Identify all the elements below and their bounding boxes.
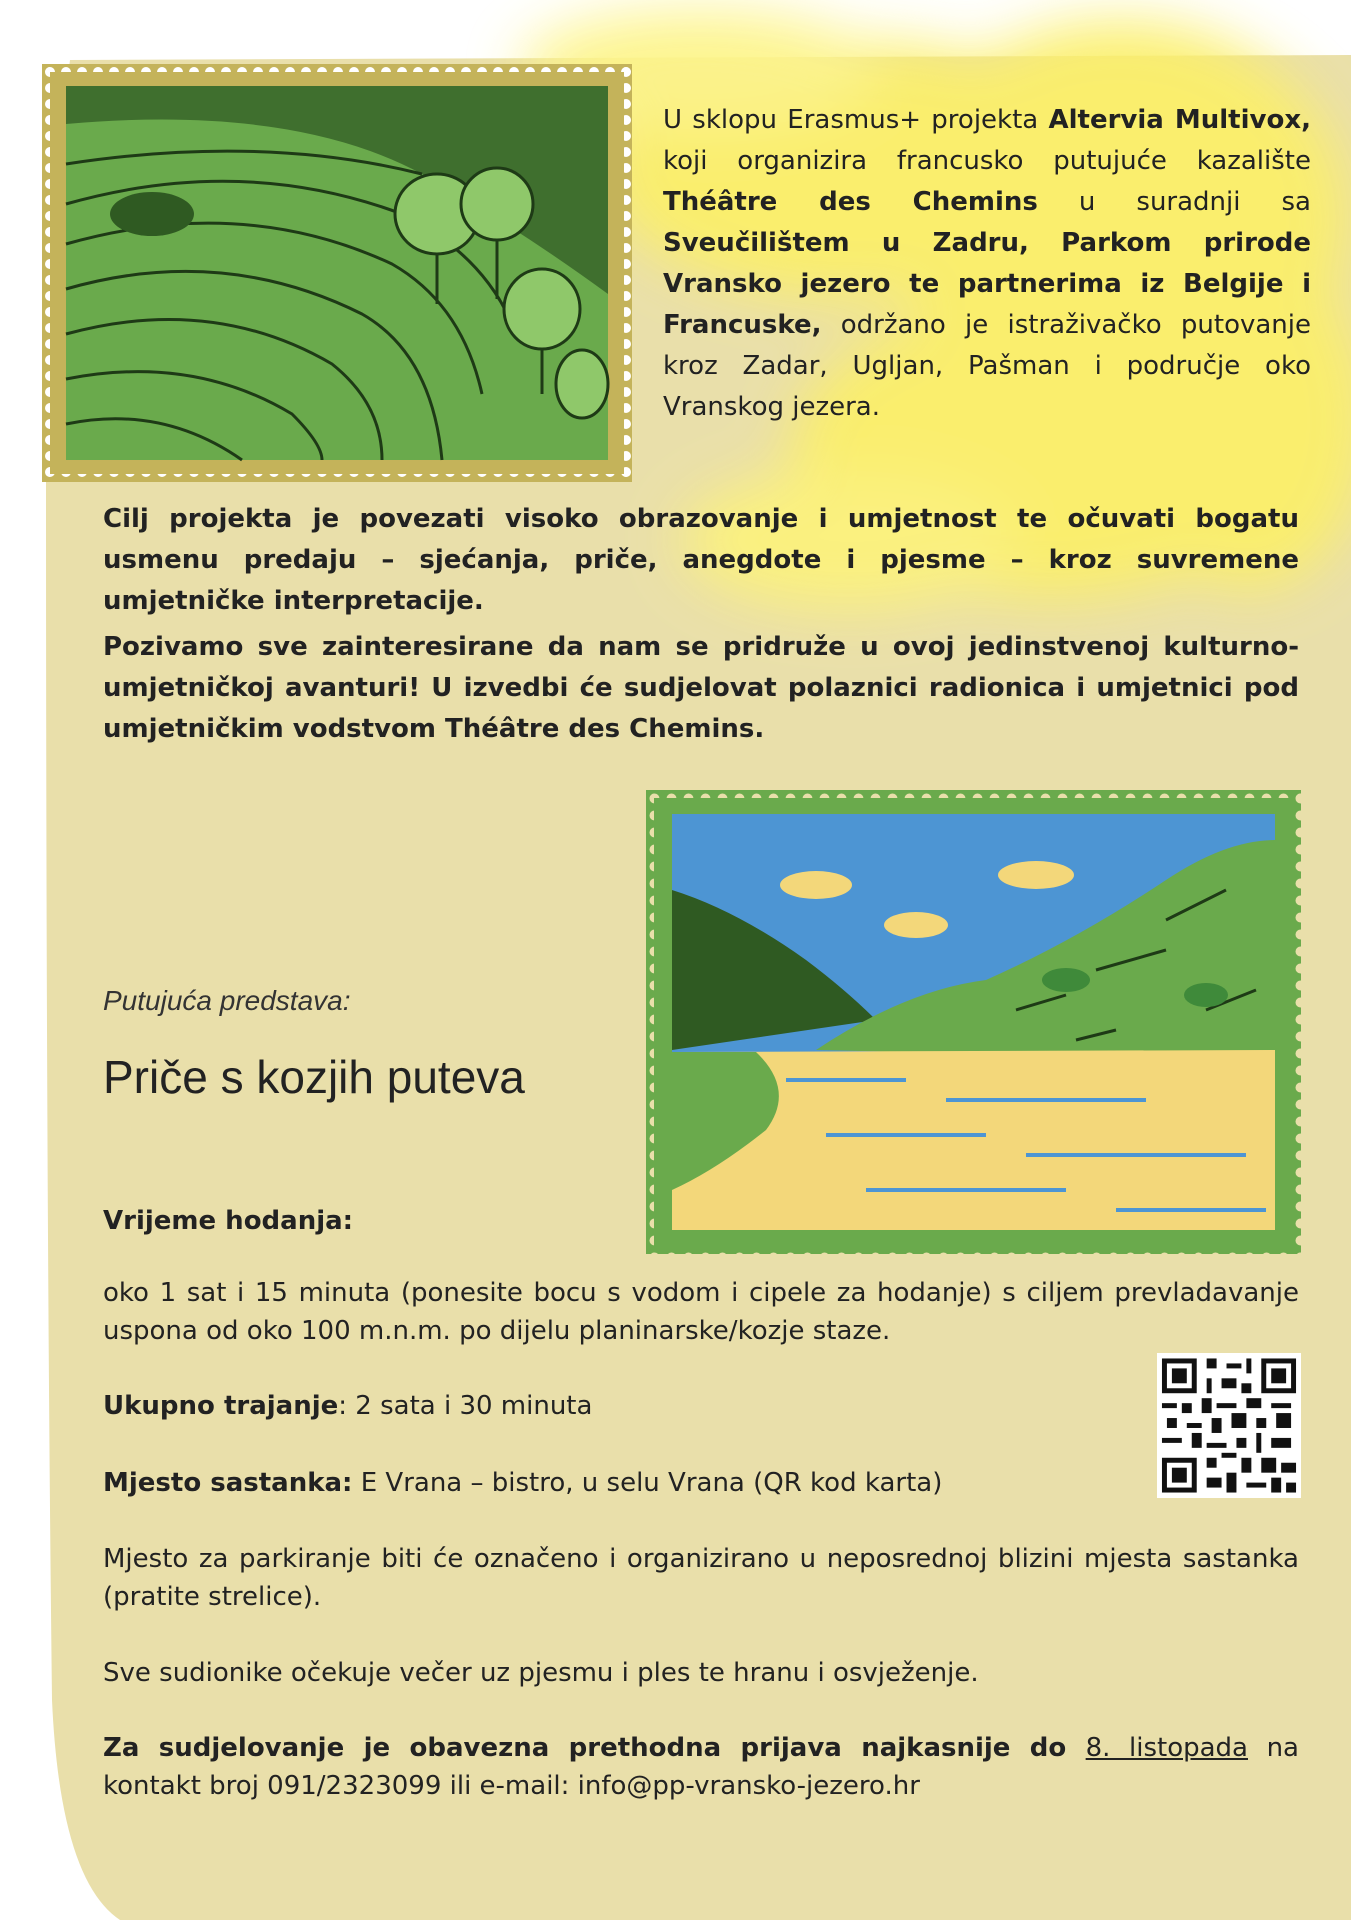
registration-date: 8. listopada [1085, 1733, 1248, 1763]
registration-bold: Za sudjelovanje je obavezna prethodna prijava najkasnije do [103, 1733, 1086, 1763]
walk-text: oko 1 sat i 15 minuta (ponesite bocu s vodom i cipele za hodanje) s ciljem prevladavanje uspona od oko 100 m.n.m. po dijelu planinarske/kozje staze. [103, 1278, 1299, 1346]
partners: Sveučilištem u Zadru, Parkom prirode Vransko jezero te partnerima iz Belgije i Francuske, [663, 228, 1311, 340]
parking-text: Mjesto za parkiranje biti će označeno i organizirano u neposrednoj blizini mjesta sastanka (pratite strelice). [103, 1544, 1299, 1612]
terraced-hills-stamp-icon [42, 64, 632, 482]
intro-text: održano je istraživačko putovanje kroz Zadar, Ugljan, Pašman i područje oko Vranskog jezera. [663, 310, 1311, 422]
walk-heading [103, 1202, 1299, 1240]
registration-contact: na kontakt broj 091/2323099 ili e-mail: info@pp-vransko-jezero.hr [103, 1733, 1299, 1801]
duration-heading: Ukupno trajanje [103, 1391, 339, 1421]
duration-text: : 2 sata i 30 minuta [338, 1391, 593, 1421]
meeting-text: E Vrana – bistro, u selu Vrana (QR kod karta) [352, 1468, 943, 1498]
intro-paragraph [663, 100, 1311, 428]
intro-text: u suradnji sa [1037, 187, 1311, 217]
meeting-line [103, 1464, 1299, 1502]
duration-line [103, 1387, 1299, 1425]
evening-text: Sve sudionike očekuje večer uz pjesmu i ples te hranu i osvježenje. [103, 1658, 979, 1688]
qr-code-icon[interactable] [1157, 1353, 1301, 1498]
show-label: Putujuća predstava: [103, 985, 351, 1016]
invite-paragraph: Pozivamo sve zainteresirane da nam se pridruže u ovoj jedinstvenoj kulturno-umjetničkoj avanturi! U izvedbi će sudjelovat polaznici radionica i umjetnici pod umjetničkim vodstvom Théâtre des Chemins. [103, 632, 1299, 744]
intro-text: U sklopu Erasmus+ projekta [663, 105, 1049, 135]
theatre-name: Théâtre des Chemins [663, 187, 1038, 217]
lake-landscape-stamp-icon [646, 790, 1301, 1254]
show-title: Priče s kozjih puteva [103, 1051, 525, 1103]
registration-text [103, 1729, 1299, 1805]
intro-text: koji organizira francusko putujuće kazalište [663, 146, 1311, 176]
walk-heading-text: Vrijeme hodanja: [103, 1206, 354, 1236]
meeting-heading: Mjesto sastanka: [103, 1468, 353, 1498]
goal-paragraph: Cilj projekta je povezati visoko obrazovanje i umjetnost te očuvati bogatu usmenu predaju – sjećanja, priče, anegdote i pjesme – kroz suvremene umjetničke interpretacije. [103, 504, 1299, 616]
project-name: Altervia Multivox, [1048, 105, 1311, 135]
